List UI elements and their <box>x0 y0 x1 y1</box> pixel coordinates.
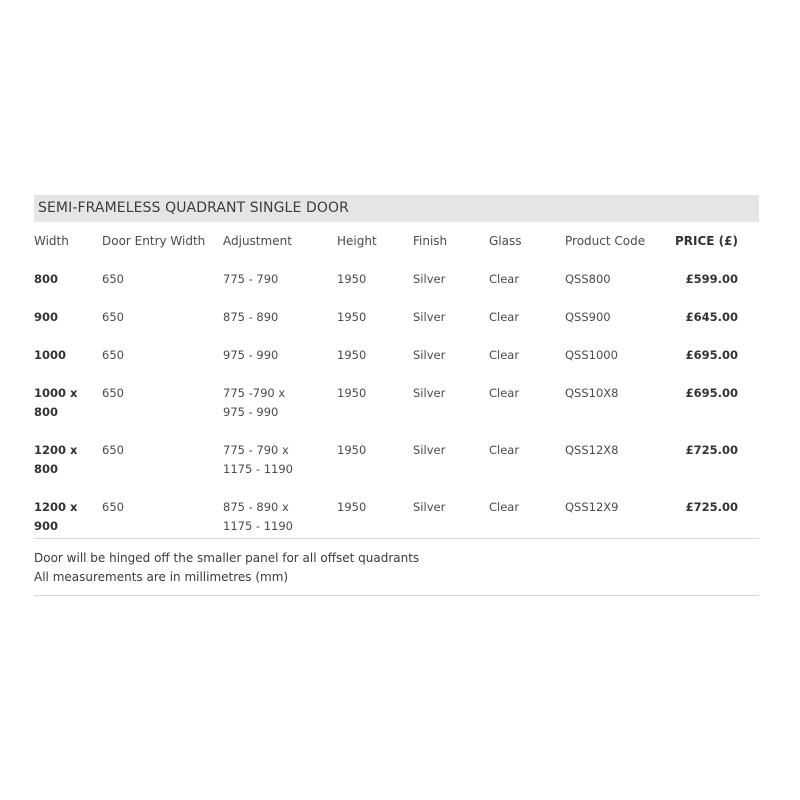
table-row <box>34 270 759 308</box>
cell-door-entry-width: 650 <box>102 500 124 514</box>
adjustment-line: 975 - 990 <box>223 405 279 419</box>
cell-door-entry-width: 650 <box>102 272 124 286</box>
cell-door-entry-width: 650 <box>102 386 124 400</box>
cell-glass: Clear <box>489 272 520 286</box>
cell-glass: Clear <box>489 500 520 514</box>
cell-width: 1200 x 800 <box>34 443 78 476</box>
cell-adjustment <box>223 384 337 441</box>
table-row <box>34 308 759 346</box>
col-header-glass: Glass <box>489 234 522 248</box>
cell-height: 1950 <box>337 500 367 514</box>
spec-sheet <box>34 195 759 596</box>
cell-adjustment <box>223 441 337 498</box>
cell-adjustment <box>223 308 337 346</box>
note-units: All measurements are in millimetres (mm) <box>34 570 289 584</box>
cell-product-code: QSS12X9 <box>565 500 619 514</box>
cell-width: 1000 x 800 <box>34 386 78 419</box>
cell-adjustment <box>223 270 337 308</box>
cell-width: 900 <box>34 310 59 324</box>
cell-door-entry-width: 650 <box>102 310 124 324</box>
adjustment-line: 775 - 790 x <box>223 443 289 457</box>
cell-price: £695.00 <box>685 386 738 400</box>
cell-product-code: QSS900 <box>565 310 611 324</box>
cell-product-code: QSS10X8 <box>565 386 619 400</box>
cell-product-code: QSS800 <box>565 272 611 286</box>
adjustment-line: 875 - 890 x <box>223 500 289 514</box>
table-row <box>34 498 759 538</box>
table-row <box>34 346 759 384</box>
cell-price: £725.00 <box>685 443 738 457</box>
cell-glass: Clear <box>489 386 520 400</box>
col-header-door-entry-width: Door Entry Width <box>102 234 206 248</box>
cell-door-entry-width: 650 <box>102 348 124 362</box>
cell-price: £645.00 <box>685 310 738 324</box>
cell-height: 1950 <box>337 386 367 400</box>
adjustment-line: 875 - 890 <box>223 310 279 324</box>
cell-height: 1950 <box>337 443 367 457</box>
cell-finish: Silver <box>413 310 446 324</box>
col-header-finish: Finish <box>413 234 448 248</box>
cell-finish: Silver <box>413 500 446 514</box>
cell-width: 1200 x 900 <box>34 500 78 533</box>
cell-glass: Clear <box>489 443 520 457</box>
col-header-width: Width <box>34 234 69 248</box>
cell-width: 800 <box>34 272 59 286</box>
cell-product-code: QSS1000 <box>565 348 618 362</box>
cell-price: £599.00 <box>685 272 738 286</box>
col-header-product-code: Product Code <box>565 234 646 248</box>
cell-product-code: QSS12X8 <box>565 443 619 457</box>
adjustment-line: 975 - 990 <box>223 348 279 362</box>
spec-table <box>34 232 759 538</box>
adjustment-line: 775 - 790 <box>223 272 279 286</box>
table-title: SEMI-FRAMELESS QUADRANT SINGLE DOOR <box>34 195 759 222</box>
divider <box>34 595 759 596</box>
cell-price: £695.00 <box>685 348 738 362</box>
table-row <box>34 384 759 441</box>
cell-height: 1950 <box>337 348 367 362</box>
col-header-price: PRICE (£) <box>675 234 738 248</box>
table-row <box>34 441 759 498</box>
cell-finish: Silver <box>413 348 446 362</box>
adjustment-line: 1175 - 1190 <box>223 462 293 476</box>
cell-door-entry-width: 650 <box>102 443 124 457</box>
cell-glass: Clear <box>489 310 520 324</box>
cell-finish: Silver <box>413 386 446 400</box>
adjustment-line: 775 -790 x <box>223 386 286 400</box>
adjustment-line: 1175 - 1190 <box>223 519 293 533</box>
cell-glass: Clear <box>489 348 520 362</box>
notes <box>34 539 759 595</box>
header-row <box>34 232 759 270</box>
cell-height: 1950 <box>337 310 367 324</box>
note-hinge: Door will be hinged off the smaller panel for all offset quadrants <box>34 551 420 565</box>
col-header-adjustment: Adjustment <box>223 234 292 248</box>
cell-adjustment <box>223 498 337 538</box>
cell-finish: Silver <box>413 443 446 457</box>
cell-width: 1000 <box>34 348 67 362</box>
cell-finish: Silver <box>413 272 446 286</box>
col-header-height: Height <box>337 234 377 248</box>
cell-adjustment <box>223 346 337 384</box>
cell-height: 1950 <box>337 272 367 286</box>
cell-price: £725.00 <box>685 500 738 514</box>
